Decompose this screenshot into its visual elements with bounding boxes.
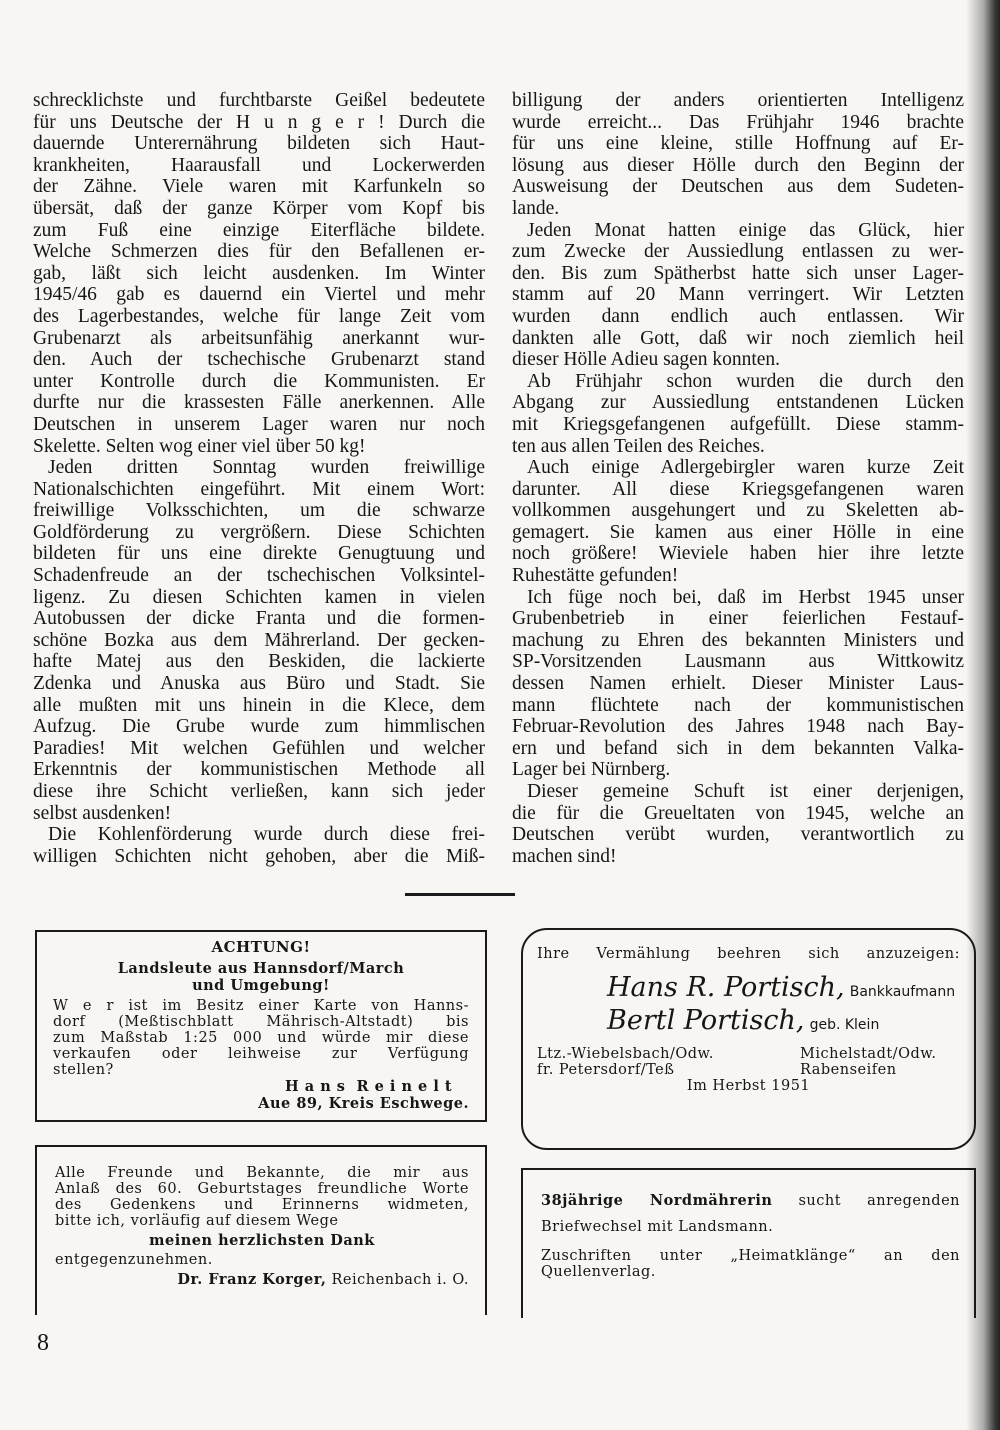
text-line: hafte Matej aus den Beskiden, die lackierte [33, 651, 485, 673]
text-line: für uns Deutsche der H u n g e r ! Durch die [33, 111, 485, 133]
text-line: für uns eine kleine, stille Hoffnung auf Er- [512, 133, 964, 155]
text-line: ten aus allen Teilen des Reiches. [512, 435, 765, 457]
text-line: den. Bis zum Spätherbst hatte sich unser Lager- [512, 262, 964, 284]
section-divider [405, 893, 515, 896]
text-line: machen sind! [512, 845, 617, 867]
text-line: mit Kriegsgefangenen aufgefüllt. Diese stamm- [512, 413, 964, 435]
ad-signature-name: Dr. Franz Korger, [177, 1271, 327, 1288]
bride-origin: Rabenseifen [800, 1062, 897, 1078]
text-line: wurde erreicht... Das Frühjahr 1946 brachte [512, 111, 964, 133]
text-line: 1945/46 gab es dauernd ein Viertel und mehr [33, 284, 485, 306]
text-line: Zdenka und Anuska aus Büro und Stadt. Sie [33, 673, 485, 695]
text-line: gab, läßt sich leicht ausdenken. Im Winter [33, 262, 485, 284]
ad-body-line: zum Maßstab 1:25 000 und würde mir diese [53, 1030, 469, 1046]
text-line: ligenz. Zu diesen Schichten kamen in vielen [33, 586, 485, 608]
ad-wedding-announcement [521, 928, 976, 1150]
text-line: darunter. All diese Kriegsgefangenen waren [512, 478, 964, 500]
text-line: Ruhestätte gefunden! [512, 565, 679, 587]
text-line: Grubenarzt als arbeitsunfähig anerkannt wur- [33, 327, 485, 349]
ad-subtitle: und Umgebung! [192, 977, 330, 994]
ad-thanks [35, 1145, 487, 1315]
text-line: Nationalschichten eingeführt. Mit einem Wort: [33, 478, 485, 500]
ad-sender-address: Aue 89, Kreis Eschwege. [258, 1095, 469, 1112]
text-line: Lager bei Nürnberg. [512, 759, 671, 781]
ad-body-line: Alle Freunde und Bekannte, die mir aus [55, 1165, 469, 1181]
groom-name: Hans R. Portisch, [607, 972, 845, 1003]
ad-sender-name: H a n s R e i n e l t [285, 1078, 453, 1095]
text-line: durfte nur die krassesten Fälle anerkennen. Alle [33, 392, 485, 414]
text-line: den. Auch der tschechische Grubenarzt stand [33, 349, 485, 371]
text-line: vollkommen ausgehungert und zu Skeletten ab- [512, 500, 964, 522]
text-line: Ausweisung der Deutschen aus dem Sudeten- [512, 176, 964, 198]
ad-subtitle: Landsleute aus Hannsdorf/March [117, 960, 405, 977]
text-line: Aufzug. Die Grube wurde zum himmlischen [33, 716, 485, 738]
text-line: dieser Hölle Adieu sagen konnten. [512, 349, 781, 371]
ad-achtung-hannsdorf [35, 930, 487, 1122]
text-line: Erkenntnis der kommunistischen Methode all [33, 759, 485, 781]
text-line: stamm auf 20 Mann verringert. Wir Letzten [512, 284, 964, 306]
bride-name: Bertl Portisch, [607, 1005, 805, 1036]
text-line: Skelette. Selten wog einer viel über 50 kg! [33, 435, 366, 457]
text-line: mann flüchtete nach der kommunistischen [512, 694, 964, 716]
ad-body-line: Anlaß des 60. Geburtstages freundliche Worte [55, 1181, 469, 1197]
ad-text: sucht anregenden [772, 1193, 961, 1209]
text-line: Grubenbetrieb in einer feierlichen Festauf- [512, 608, 964, 630]
ad-body-line: verkaufen oder leihweise zur Verfügung [53, 1046, 469, 1062]
ad-body-line: bitte ich, vorläufig auf diesem Wege [55, 1213, 339, 1229]
text-line: Abgang zur Aussiedlung entstandenen Lücken [512, 392, 964, 414]
text-line: Autobussen der dicke Franta und die formen- [33, 608, 485, 630]
ad-text: Briefwechsel mit Landsmann. [541, 1219, 774, 1235]
text-line: übersät, daß der ganze Körper vom Kopf bis [33, 197, 485, 219]
text-line: gemagert. Sie kamen aus einer Hölle in eine [512, 521, 964, 543]
text-line: Ich füge noch bei, daß im Herbst 1945 unser [527, 586, 964, 608]
text-line: zum Zwecke der Aussiedlung entlassen zu wer- [512, 241, 964, 263]
text-line: Deutschen verübt wurden, verantwortlich zu [512, 824, 964, 846]
text-line: Deutschen in unserem Lager waren nur noch [33, 413, 485, 435]
text-line: dauernde Unterernährung bildeten sich Haut- [33, 133, 485, 155]
text-line: alle mußten mit uns hinein in die Klece, dem [33, 694, 485, 716]
text-line: bildeten für uns eine direkte Genugtuung und [33, 543, 485, 565]
text-line: unter Kontrolle durch die Kommunisten. Er [33, 370, 485, 392]
ad-text: Quellenverlag. [541, 1264, 656, 1280]
text-line: Februar-Revolution des Jahres 1948 nach Bay- [512, 716, 964, 738]
text-line: Ab Frühjahr schon wurden die durch den [527, 370, 964, 392]
wedding-date: Im Herbst 1951 [686, 1078, 811, 1094]
text-line: krankheiten, Haarausfall und Lockerwerden [33, 154, 485, 176]
text-line: Paradies! Mit welchen Gefühlen und welcher [33, 737, 485, 759]
text-line: Jeden dritten Sonntag wurden freiwillige [48, 457, 485, 479]
text-line: zum Fuß eine einzige Eiterfläche bildete. [33, 219, 485, 241]
ad-body-line: des Gedenkens und Erinnerns widmeten, [55, 1197, 469, 1213]
text-line: dessen Namen erhielt. Dieser Minister Laus- [512, 673, 964, 695]
bride-place: Michelstadt/Odw. [800, 1046, 937, 1062]
groom-place: Ltz.-Wiebelsbach/Odw. [537, 1046, 714, 1062]
ad-body-line: stellen? [53, 1062, 114, 1078]
text-line: selbst ausdenken! [33, 802, 172, 824]
text-line: Die Kohlenförderung wurde durch diese frei- [48, 824, 485, 846]
text-line: SP-Vorsitzenden Lausmann aus Wittkowitz [512, 651, 964, 673]
text-line: dankten alle Gott, daß wir noch ziemlich heil [512, 327, 964, 349]
ad-pen-pal [521, 1168, 976, 1318]
text-line: des Lagerbestandes, welche für lange Zeit vom [33, 305, 485, 327]
groom-title: Bankkaufmann [849, 984, 956, 1000]
text-line: willigen Schichten nicht gehoben, aber die Miß- [33, 845, 485, 867]
text-line: Dieser gemeine Schuft ist einer derjenigen, [527, 781, 964, 802]
bride-note: geb. Klein [809, 1017, 880, 1033]
text-line: schrecklichste und furchtbarste Geißel bedeutete [33, 90, 485, 111]
ad-intro: Ihre Vermählung beehren sich anzuzeigen: [537, 946, 960, 962]
text-line: machung zu Ehren des bekannten Ministers und [512, 629, 964, 651]
article-column-left [33, 90, 485, 867]
text-line: Welche Schmerzen dies für den Befallenen er- [33, 241, 485, 263]
ad-body-line: dorf (Meßtischblatt Mährisch-Altstadt) bis [53, 1014, 469, 1030]
ad-signature-place: Reichenbach i. O. [326, 1272, 469, 1288]
text-line: lösung aus dieser Hölle durch den Beginn der [512, 154, 964, 176]
text-line: lande. [512, 197, 560, 219]
ad-text: Zuschriften unter „Heimatklänge“ an den [541, 1248, 960, 1264]
ad-body-line: W e r ist im Besitz einer Karte von Hanns- [53, 998, 469, 1014]
text-line: Schadenfreude an der tschechischen Volksintel- [33, 565, 485, 587]
ad-closing: entgegenzunehmen. [55, 1252, 213, 1268]
article-column-right [512, 90, 964, 867]
page-number: 8 [37, 1330, 49, 1356]
text-line: diese ihre Schicht verließen, kann sich jeder [33, 781, 485, 802]
text-line: der Zähne. Viele waren mit Karfunkeln so [33, 176, 485, 198]
ad-bold-text: 38jährige Nordmährerin [541, 1192, 773, 1209]
text-line: ern und befand sich in dem bekannten Valka- [512, 737, 964, 759]
text-line: Goldförderung zu vergrößern. Diese Schichten [33, 521, 485, 543]
text-line: freiwillige Volksschichten, um die schwarze [33, 500, 485, 522]
text-line: schöne Bozka aus dem Mährerland. Der gecken- [33, 629, 485, 651]
ad-highlight: meinen herzlichsten Dank [149, 1232, 375, 1249]
text-line: Jeden Monat hatten einige das Glück, hier [527, 219, 964, 241]
ad-title: ACHTUNG! [211, 938, 311, 956]
text-line: wurden dann endlich auch entlassen. Wir [512, 305, 964, 327]
text-line: billigung der anders orientierten Intelligenz [512, 90, 964, 111]
text-line: noch größere! Wieviele haben hier ihre letzte [512, 543, 964, 565]
text-line: Auch einige Adlergebirgler waren kurze Zeit [527, 457, 964, 479]
text-line: die für die Greueltaten von 1945, welche an [512, 802, 964, 824]
groom-origin: fr. Petersdorf/Teß [537, 1062, 675, 1078]
